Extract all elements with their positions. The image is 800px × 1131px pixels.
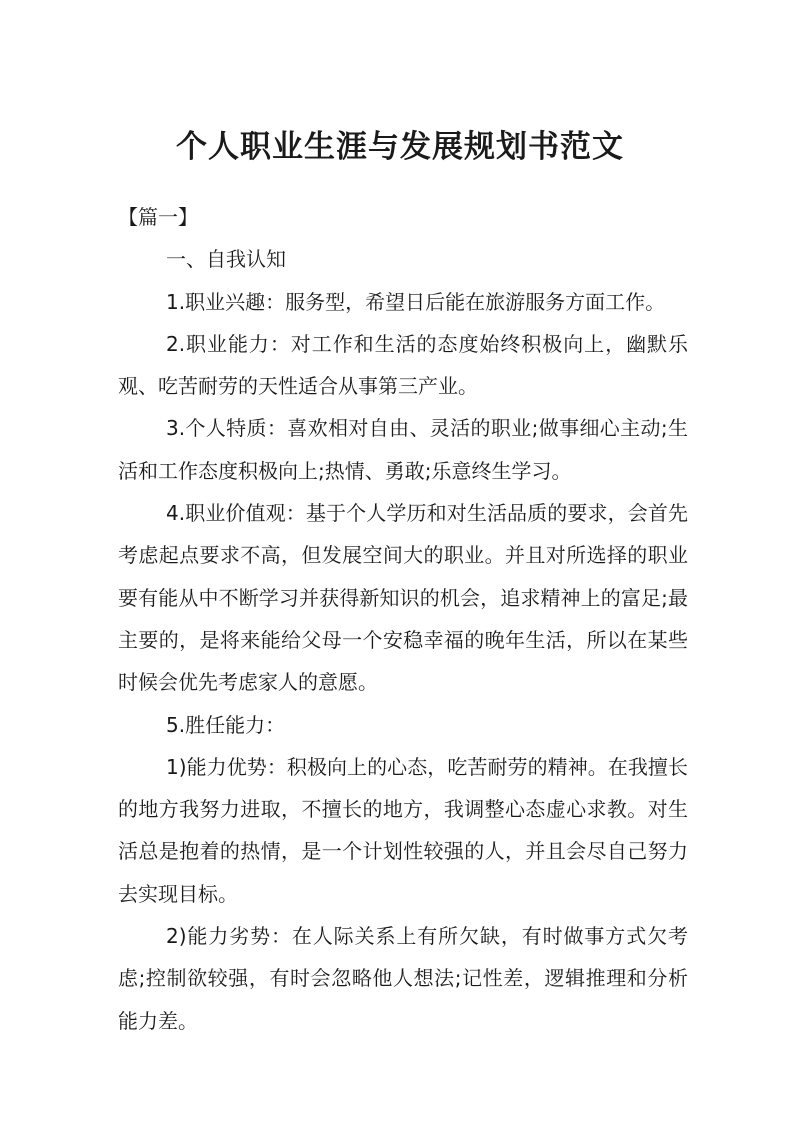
paragraph-personal-traits: 3.个人特质：喜欢相对自由、灵活的职业;做事细心主动;生活和工作态度积极向上;热情、勇敢;乐意终生学习。 (118, 416, 688, 483)
paragraph-career-interest: 1.职业兴趣：服务型，希望日后能在旅游服务方面工作。 (166, 289, 666, 314)
section-heading-self-awareness: 一、自我认知 (166, 247, 286, 272)
paragraph-weaknesses: 2)能力劣势：在人际关系上有所欠缺，有时做事方式欠考虑;控制欲较强，有时会忽略他人想法;记性差，逻辑推理和分析能力差。 (118, 924, 688, 1033)
section-tag: 【篇一】 (118, 205, 198, 229)
paragraph-career-values: 4.职业价值观：基于个人学历和对生活品质的要求，会首先考虑起点要求不高，但发展空间大的职业。并且对所选择的职业要有能从中不断学习并获得新知识的机会，追求精神上的富足;最主要的，是将来能给父母一个安稳幸福的晚年生活，所以在某些时候会优先考虑家人的意愿。 (118, 501, 688, 695)
paragraph-competency-heading: 5.胜任能力： (166, 712, 286, 737)
paragraph-strengths: 1)能力优势：积极向上的心态，吃苦耐劳的精神。在我擅长的地方我努力进取，不擅长的地方，我调整心态虚心求教。对生活总是抱着的热情，是一个计划性较强的人，并且会尽自己努力去实现目标。 (118, 754, 688, 906)
document-title: 个人职业生涯与发展规划书范文 (176, 129, 624, 165)
document-body (118, 196, 688, 1042)
paragraph-career-ability: 2.职业能力：对工作和生活的态度始终积极向上，幽默乐观、吃苦耐劳的天性适合从事第三产业。 (118, 331, 688, 399)
